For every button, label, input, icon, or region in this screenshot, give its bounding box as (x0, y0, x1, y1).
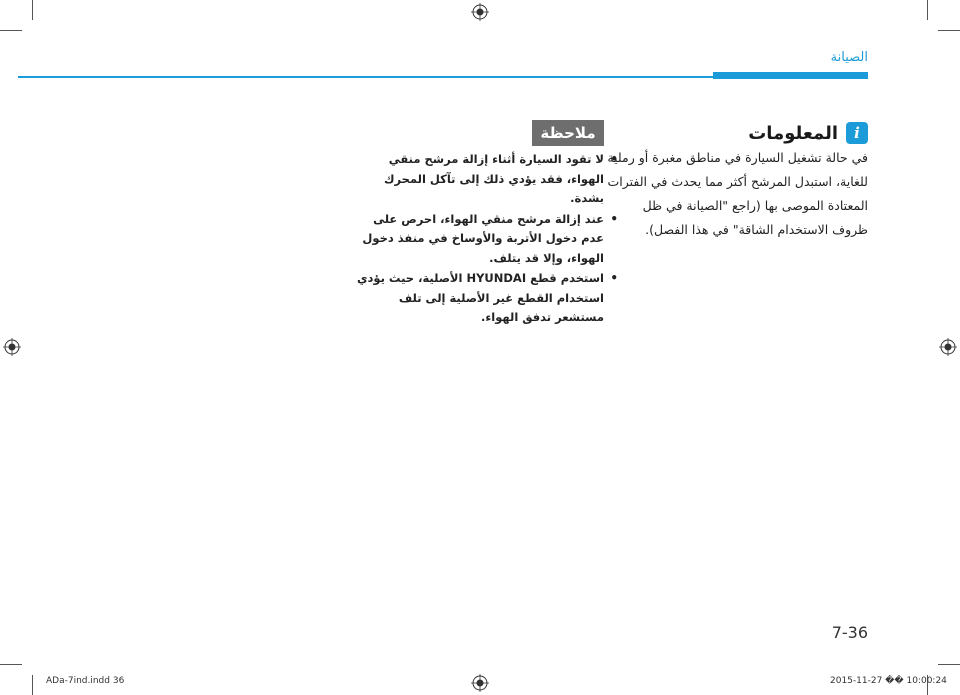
list-item: • عند إزالة مرشح منقي الهواء، احرص على عدم دخول الأتربة والأوساخ في منفذ دخول الهواء، وإلا قد يتلف. (352, 210, 604, 269)
crop-mark (0, 664, 22, 665)
crop-mark (938, 664, 960, 665)
info-body: في حالة تشغيل السيارة في مناطق مغبرة أو رملية للغاية، استبدل المرشح أكثر مما يحدث في الفترات المعتادة الموصى بها (راجع "الصيانة في ظل ظروف الاستخدام الشاقة" في هذا الفصل). (607, 150, 868, 237)
crop-mark (0, 30, 22, 31)
crop-mark (927, 0, 928, 20)
info-icon: i (846, 122, 868, 144)
caution-title: ملاحظة (532, 120, 604, 146)
registration-mark-icon (939, 338, 957, 356)
info-heading (588, 120, 868, 146)
crop-mark (32, 0, 33, 20)
page-number: 7-36 (831, 623, 868, 642)
registration-mark-icon (3, 338, 21, 356)
header-rule-accent (713, 72, 868, 79)
crop-mark (32, 675, 33, 695)
info-title: المعلومات (748, 122, 838, 144)
registration-mark-icon (471, 674, 489, 692)
registration-mark-icon (471, 3, 489, 21)
crop-mark (938, 30, 960, 31)
list-item: • استخدم قطع HYUNDAI الأصلية، حيث يؤدي استخدام القطع غير الأصلية إلى تلف مستشعر تدفق الهواء. (352, 269, 604, 328)
footer-file: ADa-7ind.indd 36 (46, 676, 125, 686)
list-item: • لا تقود السيارة أثناء إزالة مرشح منقي الهواء، فقد يؤدي ذلك إلى تآكل المحرك بشدة. (352, 150, 604, 209)
footer-timestamp: 2015-11-27 �� 10:00:24 (830, 676, 947, 686)
caution-list (352, 150, 620, 329)
section-title: الصيانة (830, 50, 868, 65)
